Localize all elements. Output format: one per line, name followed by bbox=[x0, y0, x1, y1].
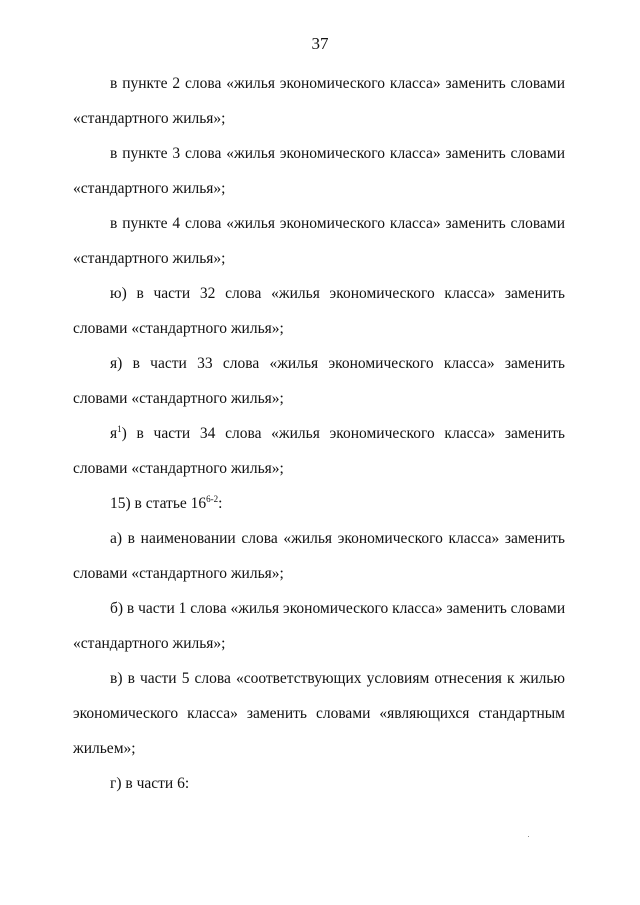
paragraph-line: «стандартного жилья»; bbox=[73, 110, 226, 127]
scan-speck bbox=[528, 836, 529, 837]
item-text: : bbox=[218, 495, 223, 512]
paragraph-line: а) в наименовании слова «жилья экономического класса» заменить bbox=[110, 530, 565, 547]
paragraph-line: «стандартного жилья»; bbox=[73, 635, 226, 652]
item-text: 15) в статье 16 bbox=[110, 495, 207, 512]
page-number: 37 bbox=[311, 34, 329, 53]
superscript: 6-2 bbox=[206, 493, 219, 504]
paragraph-line bbox=[110, 494, 565, 514]
paragraph-line: в пункте 2 слова «жилья экономического класса» заменить словами bbox=[110, 75, 565, 92]
paragraph-line: «стандартного жилья»; bbox=[73, 180, 226, 197]
paragraph-line: г) в части 6: bbox=[110, 775, 190, 792]
paragraph-line: «стандартного жилья»; bbox=[73, 250, 226, 267]
paragraph-line: словами «стандартного жилья»; bbox=[73, 320, 284, 337]
paragraph-line bbox=[110, 424, 565, 444]
paragraph-line: в пункте 4 слова «жилья экономического класса» заменить словами bbox=[110, 215, 565, 232]
item-text: ) в части 34 слова «жилья экономического класса» заменить bbox=[121, 425, 565, 442]
paragraph-line: в пункте 3 слова «жилья экономического класса» заменить словами bbox=[110, 145, 565, 162]
paragraph-line: экономического класса» заменить словами «являющихся стандартным bbox=[73, 705, 565, 722]
paragraph-line: жильем»; bbox=[73, 740, 136, 757]
superscript: 1 bbox=[117, 423, 122, 434]
paragraph-line: словами «стандартного жилья»; bbox=[73, 565, 284, 582]
item-letter: я bbox=[110, 425, 118, 442]
paragraph-line: я) в части 33 слова «жилья экономического класса» заменить bbox=[110, 355, 565, 372]
paragraph-line: ю) в части 32 слова «жилья экономического класса» заменить bbox=[110, 285, 565, 302]
paragraph-line: словами «стандартного жилья»; bbox=[73, 460, 284, 477]
paragraph-line: в) в части 5 слова «соответствующих условиям отнесения к жилью bbox=[110, 670, 565, 687]
paragraph-line: б) в части 1 слова «жилья экономического класса» заменить словами bbox=[110, 600, 566, 617]
paragraph-line: словами «стандартного жилья»; bbox=[73, 390, 284, 407]
